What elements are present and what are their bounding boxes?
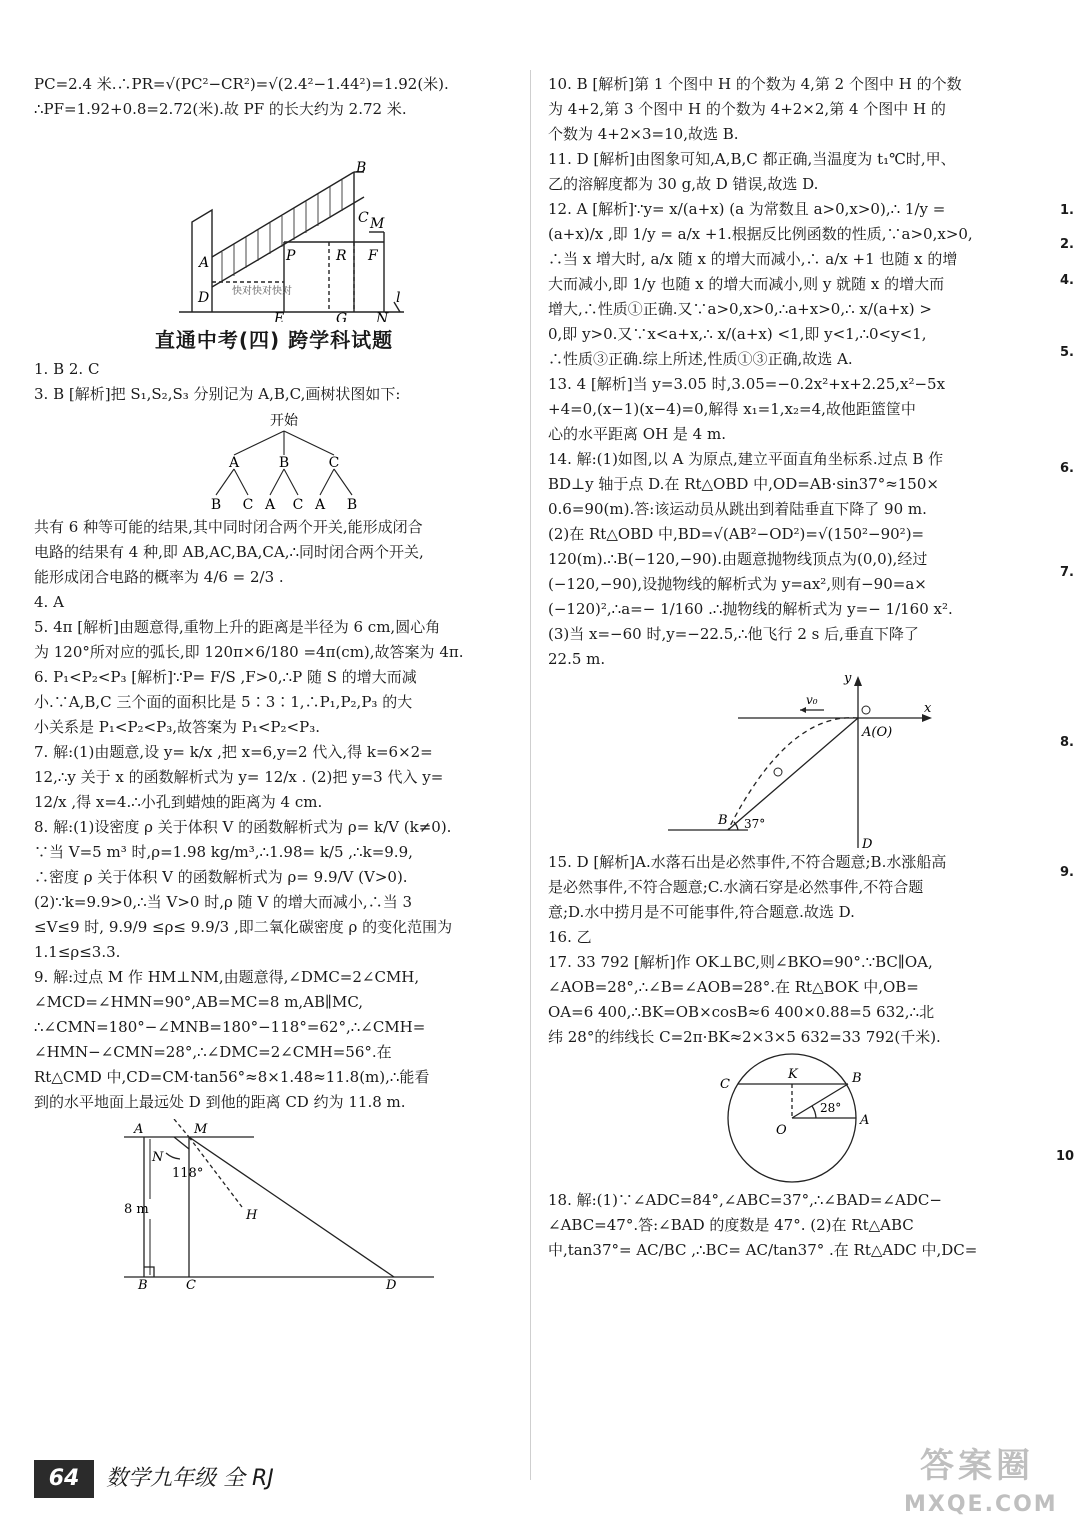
tree-node: A (228, 455, 240, 471)
answer-line: 7. 解:(1)由题意,设 y= k/x ,把 x=6,y=2 代入,得 k=6×2= (34, 743, 433, 761)
text-line: PC=2.4 米.∴PR=√(PC²−CR²)=√(2.4²−1.44²)=1.92(米). (34, 75, 449, 93)
answer-line: 乙的溶解度都为 30 g,故 D 错误,故选 D. (548, 175, 819, 193)
answer-line: (2)∵k=9.9>0,∴当 V>0 时,ρ 随 V 的增大而减小,∴当 3 (34, 893, 413, 911)
label-a: A(O) (862, 725, 893, 740)
page-footer (34, 1460, 414, 1500)
column-divider (530, 70, 531, 1480)
label-p: P (286, 248, 296, 264)
label-d: D (198, 290, 210, 306)
tree-leaf: C (292, 497, 304, 513)
text-line: ∴PF=1.92+0.8=2.72(米).故 PF 的长大约为 2.72 米. (34, 100, 407, 118)
label-b: B (718, 813, 728, 828)
label-b: B (356, 160, 367, 176)
answer-line: 个数为 4+2×3=10,故选 B. (548, 125, 739, 143)
answer-line: (a+x)/x ,即 1/y = a/x +1.根据反比例函数的性质,∵a>0,x>0, (548, 225, 973, 243)
label-o: O (776, 1123, 787, 1138)
label-d: D (386, 1278, 397, 1289)
answer-line: 0.6=90(m).答:该运动员从跳出到着陆垂直下降了 90 m. (548, 500, 927, 518)
answer-line: 10. B [解析]第 1 个图中 H 的个数为 4,第 2 个图中 H 的个数 (548, 75, 962, 93)
label-h: H (246, 1208, 258, 1223)
label-n: N (152, 1150, 164, 1165)
label-m: M (194, 1122, 208, 1137)
answer-line: ∠ABC=47°.答:∠BAD 的度数是 47°. (2)在 Rt△ABC (548, 1216, 914, 1234)
edge-number: 2. (1060, 237, 1074, 252)
answer-line: 为 4+2,第 3 个图中 H 的个数为 4+2×2,第 4 个图中 H 的 (548, 100, 946, 118)
answer-line: ∴∠CMN=180°−∠MNB=180°−118°=62°,∴∠CMH= (34, 1018, 426, 1036)
label-v0: v₀ (806, 693, 818, 707)
answer-line: 11. D [解析]由图象可知,A,B,C 都正确,当温度为 t₁℃时,甲、 (548, 150, 956, 168)
label-x: x (924, 701, 932, 716)
label-a: A (199, 255, 210, 271)
answer-line: 增大,∴性质①正确.又∵a>0,x>0,∴a+x>0,∴ x/(a+x) > (548, 300, 932, 318)
label-r: R (336, 248, 347, 264)
answer-line: 小.∵A,B,C 三个面的面积比是 5∶3∶1,∴P₁,P₂,P₃ 的大 (34, 693, 413, 711)
answer-line: 4. A (34, 593, 64, 611)
answer-line: ∴性质③正确.综上所述,性质①③正确,故选 A. (548, 350, 853, 368)
answer-line: 0,即 y>0.又∵x<a+x,∴ x/(a+x) <1,即 y<1,∴0<y<1, (548, 325, 927, 343)
answer-line: 是必然事件,不符合题意;C.水滴石穿是必然事件,不符合题 (548, 878, 924, 896)
label-c: C (358, 210, 369, 226)
label-n: N (376, 311, 389, 322)
edge-number: 5. (1060, 345, 1074, 360)
label-a: A (134, 1122, 144, 1137)
label-y: y (844, 672, 852, 686)
answer-line: 为 120°所对应的弧长,即 120π×6/180 =4π(cm),故答案为 4π. (34, 643, 464, 661)
answer-line: 电路的结果有 4 种,即 AB,AC,BA,CA,∴同时闭合两个开关, (34, 543, 424, 561)
answer-line: 18. 解:(1)∵∠ADC=84°,∠ABC=37°,∴∠BAD=∠ADC− (548, 1191, 942, 1209)
light-reflection-figure (34, 1119, 514, 1289)
label-c: C (720, 1077, 730, 1092)
answer-line: 大而减小,即 1/y 也随 x 的增大而减小,则 y 就随 x 的增大而 (548, 275, 945, 293)
answer-line: 9. 解:过点 M 作 HM⊥NM,由题意得,∠DMC=2∠CMH, (34, 968, 420, 986)
label-angle: 118° (172, 1166, 204, 1181)
answer-line: ∵当 V=5 m³ 时,ρ=1.98 kg/m³,∴1.98= k/5 ,∴k=9.9, (34, 843, 413, 861)
answer-line: 6. P₁<P₂<P₃ [解析]∵P= F/S ,F>0,∴P 随 S 的增大而减 (34, 668, 417, 686)
tree-diagram (34, 407, 514, 515)
book-title: 数学九年级 全 RJ (106, 1466, 274, 1491)
label-b: B (852, 1071, 862, 1086)
latitude-circle-figure (548, 1050, 1030, 1188)
answer-line: 1.1≤ρ≤3.3. (34, 943, 121, 961)
section-title: 直通中考(四) 跨学科试题 (154, 328, 394, 352)
answer-line: 14. 解:(1)如图,以 A 为原点,建立平面直角坐标系.过点 B 作 (548, 450, 944, 468)
answer-line: (−120)²,∴a=− 1/160 .∴抛物线的解析式为 y=− 1/160 x². (548, 600, 953, 618)
answer-line: 12. A [解析]∵y= x/(a+x) (a 为常数且 a>0,x>0),∴ 1/y = (548, 200, 946, 218)
label-e: E (274, 311, 285, 322)
answer-line: ∴当 x 增大时, a/x 随 x 的增大而减小,∴ a/x +1 也随 x 的增 (548, 250, 958, 268)
answer-line: OA=6 400,∴BK=OB×cosB≈6 400×0.88=5 632,∴北 (548, 1003, 935, 1021)
label-c: C (186, 1278, 196, 1289)
left-column (34, 72, 514, 1289)
tree-root: 开始 (270, 413, 298, 429)
answer-line: 能形成闭合电路的概率为 4/6 = 2/3 . (34, 568, 284, 586)
answer-line: (3)当 x=−60 时,y=−22.5,∴他飞行 2 s 后,垂直下降了 (548, 625, 919, 643)
edge-number: 9. (1060, 865, 1074, 880)
label-g: G (336, 311, 348, 322)
label-f: F (368, 248, 378, 264)
answer-line: 纬 28°的纬线长 C=2π·BK≈2×3×5 632=33 792(千米). (548, 1028, 941, 1046)
answer-line: 意;D.水中捞月是不可能事件,符合题意.故选 D. (548, 903, 855, 921)
answer-line: 3. B [解析]把 S₁,S₂,S₃ 分别记为 A,B,C,画树状图如下: (34, 385, 401, 403)
page-number: 64 (34, 1460, 94, 1498)
answer-line: 8. 解:(1)设密度 ρ 关于体积 V 的函数解析式为 ρ= k/V (k≠0). (34, 818, 452, 836)
answer-line: 到的水平地面上最远处 D 到他的距离 CD 约为 11.8 m. (34, 1093, 406, 1111)
label-height: 8 m (124, 1202, 149, 1217)
ski-jump-figure (548, 672, 1030, 850)
answer-line: 5. 4π [解析]由题意得,重物上升的距离是半径为 6 cm,圆心角 (34, 618, 441, 636)
label-angle: 28° (820, 1101, 842, 1115)
answer-line: 中,tan37°= AC/BC ,∴BC= AC/tan37° .在 Rt△ADC 中,DC= (548, 1241, 978, 1259)
tree-leaf: C (242, 497, 254, 513)
watermark-top: 答案圈 (920, 1446, 1034, 1486)
tree-leaf: A (314, 497, 326, 513)
answer-line: (2)在 Rt△OBD 中,BD=√(AB²−OD²)=√(150²−90²)= (548, 525, 925, 543)
skier-icon (774, 768, 782, 776)
answer-line: +4=0,(x−1)(x−4)=0,解得 x₁=1,x₂=4,故他距篮筐中 (548, 400, 916, 418)
answer-line: 15. D [解析]A.水落石出是必然事件,不符合题意;B.水涨船高 (548, 853, 947, 871)
stamp-text: 快对快对快对 (232, 286, 292, 297)
answer-line: ∠AOB=28°,∴∠B=∠AOB=28°.在 Rt△BOK 中,OB= (548, 978, 919, 996)
tree-leaf: B (210, 497, 222, 513)
label-angle: 37° (744, 817, 766, 831)
answer-line: 12/x ,得 x=4.∴小孔到蜡烛的距离为 4 cm. (34, 793, 323, 811)
label-k: K (788, 1067, 798, 1082)
answer-line: 共有 6 种等可能的结果,其中同时闭合两个开关,能形成闭合 (34, 518, 423, 536)
edge-number: 6. (1060, 461, 1074, 476)
label-d: D (862, 837, 873, 850)
skier-icon (862, 706, 870, 714)
answer-line: 120(m).∴B(−120,−90).由题意抛物线顶点为(0,0),经过 (548, 550, 928, 568)
tree-leaf: A (264, 497, 276, 513)
right-column (548, 72, 1030, 1263)
next-page-edge (1052, 0, 1080, 1524)
label-m: M (370, 216, 385, 232)
watermark-bottom: MXQE.COM (904, 1492, 1058, 1517)
label-l: l (396, 290, 401, 306)
answer-line: 22.5 m. (548, 650, 606, 668)
answer-line: BD⊥y 轴于点 D.在 Rt△OBD 中,OD=AB·sin37°≈150× (548, 475, 939, 493)
edge-number: 4. (1060, 273, 1074, 288)
answer-line: 1. B 2. C (34, 360, 100, 378)
answer-line: 17. 33 792 [解析]作 OK⊥BC,则∠BKO=90°.∵BC∥OA, (548, 953, 933, 971)
site-watermark (880, 1446, 1070, 1520)
edge-number: 1. (1060, 203, 1074, 218)
tree-node: B (278, 455, 290, 471)
answer-line: ∠MCD=∠HMN=90°,AB=MC=8 m,AB∥MC, (34, 993, 364, 1011)
label-a: A (860, 1113, 870, 1128)
answer-line: ∠HMN−∠CMN=28°,∴∠DMC=2∠CMH=56°.在 (34, 1043, 392, 1061)
answer-line: (−120,−90),设抛物线的解析式为 y=ax²,则有−90=a× (548, 575, 927, 593)
edge-number: 10 (1056, 1149, 1075, 1164)
answer-line: 小关系是 P₁<P₂<P₃,故答案为 P₁<P₂<P₃. (34, 718, 320, 736)
answer-line: ≤V≤9 时, 9.9/9 ≤ρ≤ 9.9/3 ,即二氧化碳密度 ρ 的变化范围为 (34, 918, 453, 936)
edge-number: 8. (1060, 735, 1074, 750)
edge-number: 7. (1060, 565, 1074, 580)
answer-line: 16. 乙 (548, 928, 592, 946)
answer-line: 心的水平距离 OH 是 4 m. (548, 425, 726, 443)
answer-line: ∴密度 ρ 关于体积 V 的函数解析式为 ρ= 9.9/V (V>0). (34, 868, 408, 886)
stairs-figure (34, 122, 514, 322)
label-b: B (138, 1278, 148, 1289)
tree-leaf: B (346, 497, 358, 513)
answer-line: Rt△CMD 中,CD=CM·tan56°≈8×1.48≈11.8(m),∴能看 (34, 1068, 430, 1086)
answer-line: 12,∴y 关于 x 的函数解析式为 y= 12/x . (2)把 y=3 代入 y= (34, 768, 444, 786)
answer-line: 13. 4 [解析]当 y=3.05 时,3.05=−0.2x²+x+2.25,x²−5x (548, 375, 946, 393)
tree-node: C (328, 455, 340, 471)
